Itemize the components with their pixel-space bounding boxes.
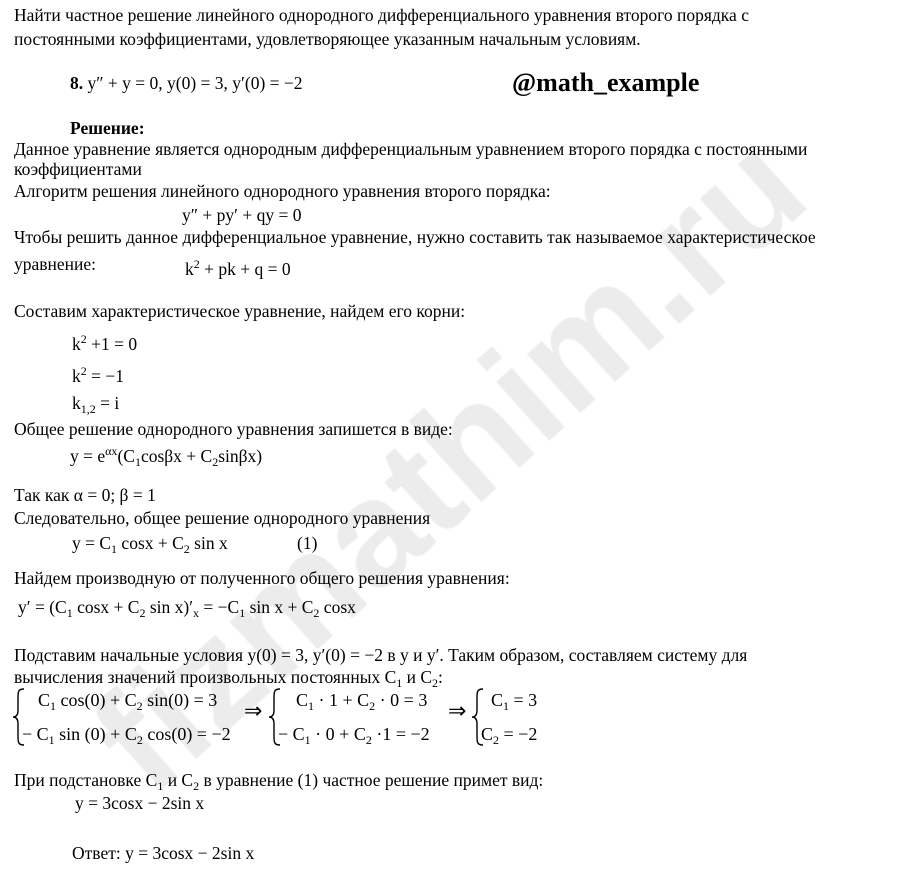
- text-fragment: 1: [157, 779, 164, 793]
- text-fragment: = −C: [199, 597, 240, 617]
- text-fragment: Данное уравнение является однородным дифференциальным уравнением второго порядка с постоянными: [14, 139, 808, 159]
- text-fragment: 1: [239, 606, 246, 620]
- text-fragment: в уравнение (1) частное решение примет вид:: [199, 770, 544, 790]
- system-row: [22, 724, 231, 750]
- text-line: [70, 73, 303, 93]
- text-fragment: k: [72, 334, 81, 354]
- text-fragment: 1: [134, 455, 141, 469]
- text-fragment: 2: [193, 779, 200, 793]
- text-fragment: C: [38, 690, 51, 710]
- system-row: [491, 690, 537, 716]
- text-fragment: cos(0) + C: [56, 690, 137, 710]
- text-fragment: 1: [304, 733, 311, 747]
- text-line: [14, 419, 453, 439]
- text-fragment: Чтобы решить данное дифференциальное уравнение, нужно составить так называемое характеристическое: [14, 227, 816, 247]
- text-fragment: − C: [22, 724, 49, 744]
- text-line: [70, 441, 262, 472]
- text-fragment: При подстановке C: [14, 770, 158, 790]
- text-line: [14, 301, 465, 321]
- text-fragment: 2: [139, 606, 146, 620]
- text-fragment: sin x: [189, 533, 228, 553]
- implies-arrow-icon: ⇒: [448, 698, 467, 723]
- text-fragment: 1: [48, 733, 55, 747]
- text-fragment: Подставим начальные условия y(0) = 3, y′(0) = −2 в y и y′. Таким образом, составляем систему для: [14, 645, 748, 665]
- text-fragment: и C: [163, 770, 194, 790]
- text-fragment: + pk + q = 0: [199, 259, 291, 279]
- text-fragment: 1: [111, 542, 118, 556]
- text-fragment: αx: [105, 444, 118, 458]
- text-fragment: · 0 = 3: [375, 690, 428, 710]
- text-fragment: 2: [80, 332, 87, 346]
- text-line: [72, 361, 124, 386]
- text-fragment: cosβx + C: [140, 446, 213, 466]
- text-fragment: = −1: [86, 366, 124, 386]
- text-line: [14, 159, 142, 179]
- implies-arrow-icon: ⇒: [244, 698, 263, 723]
- text-fragment: 2: [183, 542, 190, 556]
- text-line: [14, 485, 156, 505]
- text-fragment: Общее решение однородного уравнения запишется в виде:: [14, 419, 453, 439]
- text-fragment: ·1 = −2: [371, 724, 430, 744]
- system-row: [296, 690, 427, 716]
- text-fragment: 8.: [70, 73, 88, 93]
- text-fragment: sin (0) + C: [54, 724, 137, 744]
- text-fragment: постоянными коэффициентами, удовлетворяющее указанным начальным условиям.: [14, 29, 641, 49]
- text-fragment: y = 3cosx − 2sin x: [75, 793, 205, 813]
- text-fragment: 2: [432, 676, 439, 690]
- text-fragment: sin x + C: [245, 597, 314, 617]
- text-fragment: k: [72, 366, 81, 386]
- text-fragment: 2: [313, 606, 320, 620]
- text-line: [72, 843, 254, 863]
- text-fragment: и C: [402, 667, 433, 687]
- text-fragment: 1: [396, 676, 403, 690]
- text-fragment: y = C: [72, 533, 112, 553]
- text-fragment: вычисления значений произвольных постоянных C: [14, 667, 397, 687]
- text-fragment: cosx: [319, 597, 356, 617]
- text-fragment: Составим характеристическое уравнение, найдем его корни:: [14, 301, 466, 321]
- text-line: [14, 139, 807, 159]
- text-line: [72, 393, 119, 419]
- text-fragment: y′ = (C: [18, 597, 67, 617]
- text-fragment: 2: [493, 733, 500, 747]
- text-fragment: · 0 + C: [310, 724, 366, 744]
- text-fragment: (C: [117, 446, 135, 466]
- text-line: [14, 568, 510, 588]
- text-fragment: 2: [136, 699, 143, 713]
- text-fragment: cosx + C: [117, 533, 184, 553]
- text-fragment: y″ + y = 0, y(0) = 3, y′(0) = −2: [87, 73, 303, 93]
- text-fragment: Найдем производную от полученного общего решения уравнения:: [14, 568, 510, 588]
- system-row: [38, 690, 217, 716]
- text-line: [72, 329, 137, 354]
- text-fragment: :: [438, 667, 443, 687]
- text-fragment: 2: [80, 364, 87, 378]
- text-fragment: 1: [308, 699, 315, 713]
- text-line: [182, 205, 301, 225]
- text-line: [14, 5, 749, 25]
- text-line: [14, 227, 816, 247]
- text-fragment: Алгоритм решения линейного однородного уравнения второго порядка:: [14, 181, 551, 201]
- text-fragment: Так как α = 0; β = 1: [14, 485, 156, 505]
- text-fragment: (1): [297, 533, 318, 553]
- text-line: [14, 645, 747, 665]
- text-fragment: 1: [66, 606, 73, 620]
- text-fragment: x: [193, 606, 200, 620]
- text-line: [185, 254, 291, 279]
- text-fragment: 1: [503, 699, 510, 713]
- text-fragment: k: [185, 259, 194, 279]
- text-fragment: 2: [193, 257, 200, 271]
- text-line: [14, 508, 430, 528]
- text-line: [72, 533, 228, 559]
- text-fragment: 2: [369, 699, 376, 713]
- text-fragment: коэффициентами: [14, 159, 142, 179]
- text-line: [14, 29, 641, 49]
- text-fragment: = 3: [509, 690, 538, 710]
- text-fragment: уравнение:: [14, 254, 97, 274]
- text-fragment: C: [491, 690, 504, 710]
- text-fragment: = i: [95, 393, 120, 413]
- text-line: [75, 793, 204, 813]
- text-line: [18, 597, 356, 623]
- text-fragment: y = e: [70, 446, 106, 466]
- text-fragment: cos(0) = −2: [142, 724, 231, 744]
- text-fragment: +1 = 0: [86, 334, 138, 354]
- text-line: [14, 254, 96, 274]
- text-fragment: Следовательно, общее решение однородного уравнения: [14, 508, 431, 528]
- text-fragment: k: [72, 393, 81, 413]
- text-fragment: − C: [278, 724, 305, 744]
- text-fragment: 2: [365, 733, 372, 747]
- system-row: [481, 724, 537, 750]
- text-fragment: Найти частное решение линейного однородного дифференциального уравнения второго порядка с: [14, 5, 749, 25]
- text-fragment: Ответ: y = 3cosx − 2sin x: [72, 843, 255, 863]
- text-fragment: C: [296, 690, 309, 710]
- text-fragment: 1,2: [80, 402, 96, 416]
- system-row: [278, 724, 430, 750]
- text-line: [70, 118, 145, 138]
- text-fragment: · 1 + C: [314, 690, 370, 710]
- text-line: [297, 533, 317, 553]
- text-fragment: y″ + py′ + qy = 0: [182, 205, 302, 225]
- text-fragment: 1: [50, 699, 57, 713]
- text-fragment: sinβx): [218, 446, 263, 466]
- text-fragment: sin x)′: [145, 597, 194, 617]
- text-fragment: 2: [136, 733, 143, 747]
- text-fragment: cosx + C: [72, 597, 140, 617]
- text-fragment: 2: [212, 455, 219, 469]
- text-fragment: Решение:: [70, 118, 145, 138]
- text-fragment: = −2: [499, 724, 538, 744]
- text-fragment: C: [481, 724, 494, 744]
- channel-tag: @math_example: [512, 68, 700, 97]
- text-line: [14, 181, 551, 201]
- text-fragment: sin(0) = 3: [142, 690, 218, 710]
